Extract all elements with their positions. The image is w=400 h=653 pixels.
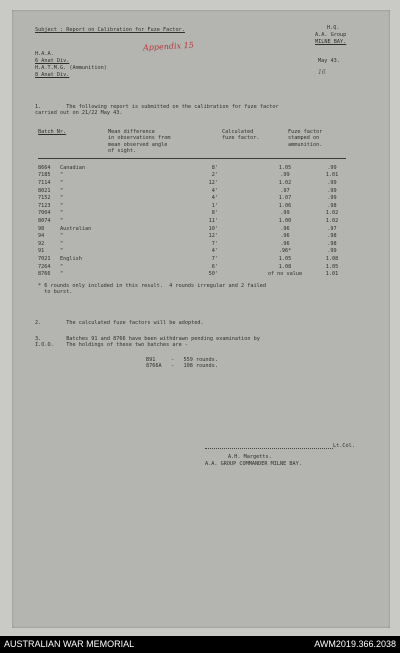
batch-number: 98 xyxy=(38,225,45,232)
table-row xyxy=(38,225,346,233)
from-line-4: 8 Anat Div. xyxy=(35,72,70,78)
handwritten-number: 16 xyxy=(318,69,326,76)
batch-number: 7185 xyxy=(38,172,51,179)
origin: " xyxy=(60,195,64,202)
header-calculated: Calculated fuze factor. xyxy=(222,129,260,142)
table-row xyxy=(38,255,346,263)
origin: Australian xyxy=(60,225,92,232)
batch-number: 7021 xyxy=(38,255,51,262)
header-stamped: Fuze factor stamped on ammunition. xyxy=(288,129,323,148)
calibration-table xyxy=(38,164,346,278)
mean-difference: 6' xyxy=(211,263,218,270)
table-row xyxy=(38,172,346,180)
batch-number: 8766 xyxy=(38,271,51,278)
origin: " xyxy=(60,187,64,194)
batch-number: 7004 xyxy=(38,210,51,217)
origin: " xyxy=(60,240,64,247)
document-page xyxy=(12,10,390,628)
batch-number: 7114 xyxy=(38,179,51,186)
mean-difference: 4' xyxy=(211,248,218,255)
table-row xyxy=(38,217,346,225)
stamped-fuze-factor: .99 xyxy=(327,248,337,255)
signature-title: A.A. GROUP COMMANDER MILNE BAY. xyxy=(205,461,302,467)
origin: " xyxy=(60,271,64,278)
addressee-2: A.A. Group xyxy=(315,32,347,38)
stamped-fuze-factor: 1.01 xyxy=(325,172,339,179)
origin: " xyxy=(60,248,64,255)
stamped-fuze-factor: 1.02 xyxy=(325,210,339,217)
table-row xyxy=(38,187,346,195)
subject-line: Subject : Report on Calibration for Fuze Factor. xyxy=(35,27,185,33)
from-line-3: H.A.T.M.G. (Ammunition) xyxy=(35,65,107,71)
addressee-3: MILNE BAY. xyxy=(315,39,347,45)
calculated-fuze-factor: .96 xyxy=(280,233,290,240)
stamped-fuze-factor: .99 xyxy=(327,195,337,202)
table-row xyxy=(38,164,346,172)
calculated-fuze-factor: of no value xyxy=(267,271,303,278)
table-row xyxy=(38,240,346,248)
paragraph-3: 3. Batches 91 and 8766 have been withdrawn pending examination by I.O.O. The holdings of these two batches are - xyxy=(35,336,260,349)
origin: " xyxy=(60,210,64,217)
batch-number: 8664 xyxy=(38,164,51,171)
table-row xyxy=(38,248,346,256)
table-row xyxy=(38,232,346,240)
calculated-fuze-factor: 1.06 xyxy=(278,202,292,209)
holdings-list: B91 - 559 rounds. 8766A - 108 rounds. xyxy=(146,357,218,370)
mean-difference: 50' xyxy=(208,271,218,278)
addressee-1: H.Q. xyxy=(327,25,340,31)
origin: " xyxy=(60,263,64,270)
table-row xyxy=(38,210,346,218)
batch-number: 94 xyxy=(38,233,45,240)
table-row xyxy=(38,270,346,278)
stamped-fuze-factor: .98 xyxy=(327,233,337,240)
calculated-fuze-factor: 1.00 xyxy=(278,217,292,224)
origin: Canadian xyxy=(60,164,85,171)
stamped-fuze-factor: .98 xyxy=(327,202,337,209)
mean-difference: 2' xyxy=(211,172,218,179)
signature-rank: Lt.Col. xyxy=(333,443,355,449)
date: May 43. xyxy=(318,58,340,64)
calculated-fuze-factor: 1.02 xyxy=(278,179,292,186)
header-mean-difference: Mean difference in observations from mean observed angle of sight. xyxy=(108,129,171,155)
paragraph-2: 2. The calculated fuze factors will be adopted. xyxy=(35,320,204,326)
origin: " xyxy=(60,172,64,179)
calculated-fuze-factor: 1.05 xyxy=(278,164,292,171)
header-batch: Batch Nr. xyxy=(38,129,67,135)
footer-credit: AUSTRALIAN WAR MEMORIAL xyxy=(4,639,135,649)
stamped-fuze-factor: .99 xyxy=(327,164,337,171)
batch-number: 7264 xyxy=(38,263,51,270)
origin: " xyxy=(60,217,64,224)
signature-name: A.H. Margetts. xyxy=(228,454,272,460)
batch-number: 8074 xyxy=(38,217,51,224)
calculated-fuze-factor: 1.08 xyxy=(278,263,292,270)
calculated-fuze-factor: .96* xyxy=(278,248,292,255)
handwritten-appendix-note: Appendix 15 xyxy=(142,40,195,53)
calculated-fuze-factor: 1.05 xyxy=(278,255,292,262)
batch-number: 92 xyxy=(38,240,45,247)
mean-difference: 4' xyxy=(211,187,218,194)
origin: " xyxy=(60,179,64,186)
footer-reference: AWM2019.366.2038 xyxy=(314,639,396,649)
stamped-fuze-factor: .98 xyxy=(327,240,337,247)
stamped-fuze-factor: .97 xyxy=(327,225,337,232)
stamped-fuze-factor: 1.08 xyxy=(325,255,339,262)
mean-difference: 12' xyxy=(208,179,218,186)
calculated-fuze-factor: .96 xyxy=(280,240,290,247)
mean-difference: 1' xyxy=(211,202,218,209)
origin: English xyxy=(60,255,82,262)
mean-difference: 7' xyxy=(211,240,218,247)
batch-number: 91 xyxy=(38,248,45,255)
batch-number: 8021 xyxy=(38,187,51,194)
stamped-fuze-factor: 1.01 xyxy=(325,271,339,278)
stamped-fuze-factor: 1.05 xyxy=(325,263,339,270)
mean-difference: 12' xyxy=(208,233,218,240)
table-row xyxy=(38,263,346,271)
calculated-fuze-factor: .96 xyxy=(280,225,290,232)
table-row xyxy=(38,179,346,187)
mean-difference: 7' xyxy=(211,255,218,262)
from-line-2: 6 Anat Div. xyxy=(35,58,70,64)
calculated-fuze-factor: .99 xyxy=(280,172,290,179)
footnote: * 6 rounds only included in this result. 4 rounds irregular and 2 failed to burst. xyxy=(38,283,266,296)
footer-bar xyxy=(0,636,400,653)
mean-difference: 8' xyxy=(211,164,218,171)
table-row xyxy=(38,202,346,210)
stamped-fuze-factor: .99 xyxy=(327,187,337,194)
calculated-fuze-factor: 1.07 xyxy=(278,195,292,202)
origin: " xyxy=(60,233,64,240)
table-row xyxy=(38,194,346,202)
mean-difference: 8' xyxy=(211,210,218,217)
stamped-fuze-factor: 1.02 xyxy=(325,217,339,224)
table-rule xyxy=(38,158,346,159)
stamped-fuze-factor: .99 xyxy=(327,179,337,186)
mean-difference: 11' xyxy=(208,217,218,224)
origin: " xyxy=(60,202,64,209)
signature-line xyxy=(205,448,333,449)
paragraph-1: 1. The following report is submitted on the calibration for fuze factor carried out on 21/22 May 43. xyxy=(35,104,279,117)
calculated-fuze-factor: .97 xyxy=(280,187,290,194)
from-line-1: H.A.A. xyxy=(35,51,54,57)
batch-number: 7152 xyxy=(38,195,51,202)
calculated-fuze-factor: .99 xyxy=(280,210,290,217)
mean-difference: 4' xyxy=(211,195,218,202)
mean-difference: 10' xyxy=(208,225,218,232)
batch-number: 7123 xyxy=(38,202,51,209)
